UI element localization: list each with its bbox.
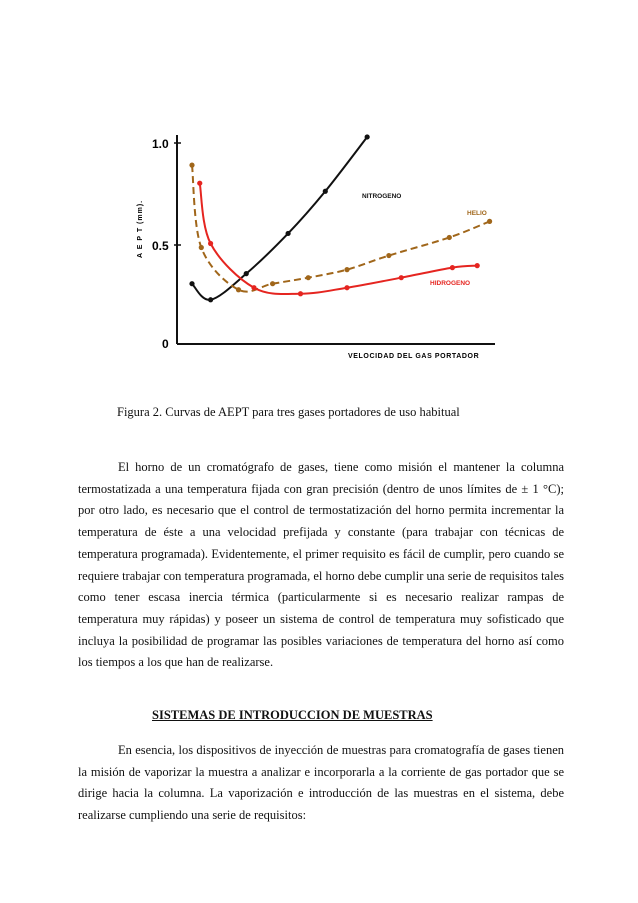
series-line-helio [192, 165, 490, 292]
data-point-hidrogeno-0 [197, 181, 202, 186]
series-layer [189, 134, 492, 302]
data-point-hidrogeno-1 [208, 241, 213, 246]
data-point-hidrogeno-2 [251, 285, 256, 290]
data-point-helio-2 [236, 287, 241, 292]
y-tick-label-1: 1.0 [152, 137, 169, 151]
data-point-helio-0 [189, 163, 194, 168]
aept-chart [0, 0, 638, 400]
y-tick-label-0: 0 [162, 337, 169, 351]
data-point-helio-7 [447, 235, 452, 240]
data-point-helio-5 [344, 267, 349, 272]
data-point-nitrogeno-3 [286, 231, 291, 236]
y-axis-label: A E P T (mm). [137, 199, 144, 258]
data-point-helio-3 [270, 281, 275, 286]
data-point-hidrogeno-7 [475, 263, 480, 268]
legend-nitrogeno: NITROGENO [362, 193, 402, 200]
data-point-hidrogeno-5 [399, 275, 404, 280]
data-point-hidrogeno-3 [298, 291, 303, 296]
data-point-nitrogeno-1 [208, 297, 213, 302]
data-point-helio-1 [199, 245, 204, 250]
data-point-nitrogeno-5 [365, 134, 370, 139]
paragraph-inyeccion: En esencia, los dispositivos de inyección de muestras para cromatografía de gases tienen la misión de vaporizar la muestra a analizar e incorporarla a la corriente de gas portador que se dirige hacia la columna. La vaporización e introducción de las muestras en el sistema, debe realizarse cumpliendo una serie de requisitos: [78, 743, 564, 823]
data-point-helio-8 [487, 219, 492, 224]
legend-hidrogeno: HIDROGENO [430, 280, 471, 287]
paragraph-horno: El horno de un cromatógrafo de gases, tiene como misión el mantener la columna termostatizada a una temperatura fijada con gran precisión (dentro de unos límites de ± 1 °C); por otro lado, es necesario que el control de termostatización del horno permita incrementar la temperatura de éste a una velocidad prefijada y constante (para trabajar con técnicas de temperatura programada). Evidentemente, el primer requisito es fácil de cumplir, pero cuando se requiere trabajar con temperatura programada, el horno debe cumplir una serie de requisitos tales como tener escasa inercia térmica (particularmente si es necesario realizar rampas de temperatura muy rápidas) y poseer un sistema de control de temperatura muy sofisticado que incluya la posibilidad de programar las posibles variaciones de temperatura del horno así como los tiempos a los que han de realizarse. [78, 460, 564, 670]
x-axis-label: VELOCIDAD DEL GAS PORTADOR [348, 353, 480, 360]
y-tick-label-05: 0.5 [152, 239, 169, 253]
data-point-nitrogeno-4 [323, 189, 328, 194]
figure-caption: Figura 2. Curvas de AEPT para tres gases portadores de uso habitual [117, 405, 460, 419]
data-point-helio-6 [386, 253, 391, 258]
data-point-hidrogeno-6 [450, 265, 455, 270]
data-point-nitrogeno-2 [244, 271, 249, 276]
data-point-nitrogeno-0 [189, 281, 194, 286]
data-point-hidrogeno-4 [344, 285, 349, 290]
legend-helio: HELIO [467, 210, 487, 217]
section-heading: SISTEMAS DE INTRODUCCION DE MUESTRAS [152, 708, 433, 722]
data-point-helio-4 [306, 275, 311, 280]
